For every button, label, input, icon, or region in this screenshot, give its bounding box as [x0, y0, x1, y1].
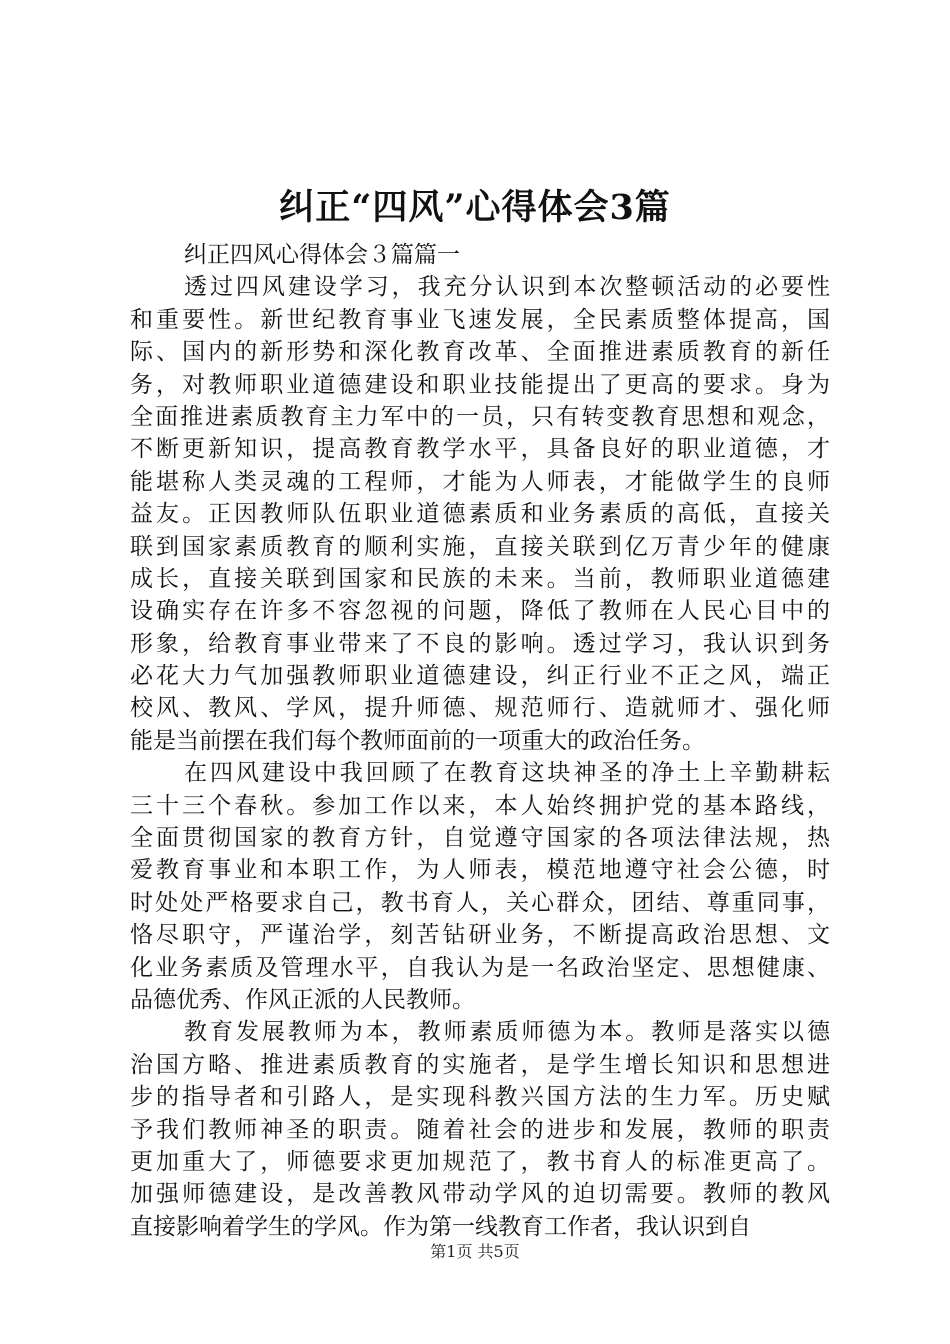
paragraph-line: 治国方略、推进素质教育的实施者，是学生增长知识和思想进 — [130, 1051, 830, 1078]
paragraph-line: 能是当前摆在我们每个教师面前的一项重大的政治任务。 — [130, 727, 705, 754]
paragraph-line: 成长，直接关联到国家和民族的未来。当前，教师职业道德建 — [130, 565, 830, 592]
paragraph-line: 更加重大了，师德要求更加规范了，教书育人的标准更高了。 — [130, 1148, 830, 1175]
paragraph-line: 必花大力气加强教师职业道德建设，纠正行业不正之风，端正 — [130, 663, 830, 690]
paragraph-line: 恪尽职守，严谨治学，刻苦钻研业务，不断提高政治思想、文 — [130, 922, 830, 949]
paragraph-line: 透过四风建设学习，我充分认识到本次整顿活动的必要性 — [184, 274, 830, 301]
paragraph-line: 能堪称人类灵魂的工程师，才能为人师表，才能做学生的良师 — [130, 468, 830, 495]
paragraph-line: 全面贯彻国家的教育方针，自觉遵守国家的各项法律法规，热 — [130, 825, 830, 852]
document-title: 纠正“四风”心得体会3篇 — [279, 187, 671, 228]
paragraph-line: 时处处严格要求自己，教书育人，关心群众，团结、尊重同事， — [130, 889, 830, 916]
document-body — [130, 239, 830, 1243]
paragraph-line: 直接影响着学生的学风。作为第一线教育工作者，我认识到自 — [130, 1213, 751, 1240]
paragraph-line: 爱教育事业和本职工作，为人师表，模范地遵守社会公德，时 — [130, 857, 830, 884]
paragraph-line: 三十三个春秋。参加工作以来，本人始终拥护党的基本路线， — [130, 792, 830, 819]
paragraph-line: 教育发展教师为本，教师素质师德为本。教师是落实以德 — [184, 1019, 830, 1046]
paragraph-line: 品德优秀、作风正派的人民教师。 — [130, 986, 475, 1013]
paragraph-line: 联到国家素质教育的顺利实施，直接关联到亿万青少年的健康 — [130, 533, 830, 560]
paragraph-line: 形象，给教育事业带来了不良的影响。透过学习，我认识到务 — [130, 630, 830, 657]
paragraph-line: 全面推进素质教育主力军中的一员，只有转变教育思想和观念， — [130, 403, 830, 430]
paragraph-line: 在四风建设中我回顾了在教育这块神圣的净土上辛勤耕耘 — [184, 760, 830, 787]
paragraph-line: 益友。正因教师队伍职业道德素质和业务素质的高低，直接关 — [130, 501, 830, 528]
paragraph-line: 化业务素质及管理水平，自我认为是一名政治坚定、思想健康、 — [130, 954, 830, 981]
paragraph-line: 步的指导者和引路人，是实现科教兴国方法的生力军。历史赋 — [130, 1084, 830, 1111]
paragraph-line: 务，对教师职业道德建设和职业技能提出了更高的要求。身为 — [130, 371, 830, 398]
paragraph-line: 设确实存在许多不容忽视的问题，降低了教师在人民心目中的 — [130, 598, 830, 625]
paragraph-line: 和重要性。新世纪教育事业飞速发展，全民素质整体提高，国 — [130, 306, 830, 333]
section-subtitle: 纠正四风心得体会３篇篇一 — [184, 242, 460, 268]
paragraph-line: 不断更新知识，提高教育教学水平，具备良好的职业道德，才 — [130, 436, 830, 463]
paragraph-line: 予我们教师神圣的职责。随着社会的进步和发展，教师的职责 — [130, 1116, 830, 1143]
paragraph-line: 加强师德建设，是改善教风带动学风的迫切需要。教师的教风 — [130, 1181, 830, 1208]
paragraph-line: 际、国内的新形势和深化教育改革、全面推进素质教育的新任 — [130, 339, 830, 366]
paragraph-line: 校风、教风、学风，提升师德、规范师行、造就师才、强化师 — [130, 695, 830, 722]
page-footer: 第1页 共5页 — [430, 1242, 520, 1261]
